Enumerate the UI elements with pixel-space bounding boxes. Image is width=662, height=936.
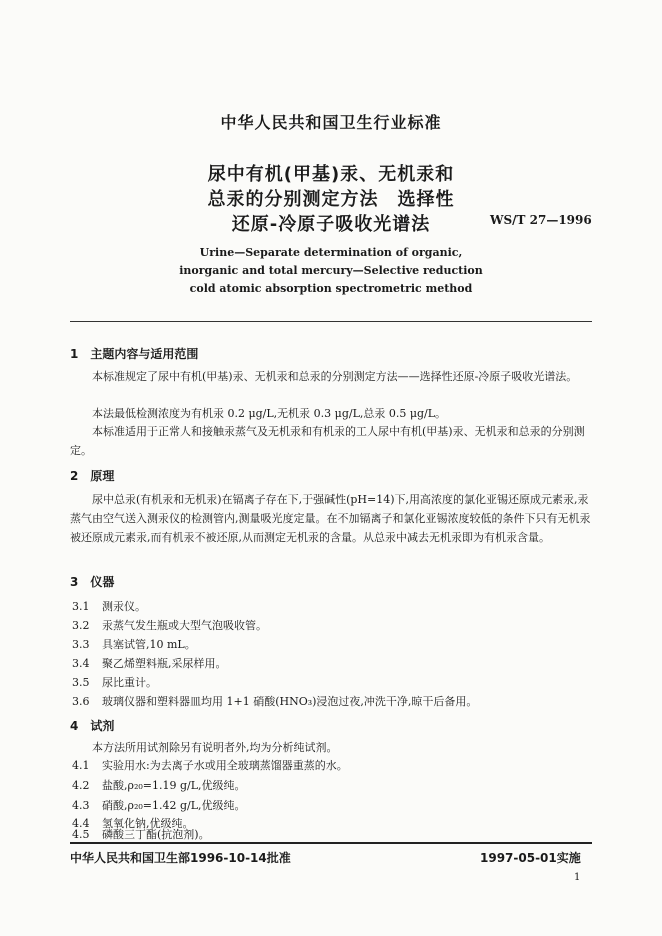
list-item — [72, 826, 210, 842]
list-item — [72, 655, 227, 671]
list-item — [72, 797, 246, 813]
item-number: 4.5 — [72, 828, 90, 841]
list-item — [72, 598, 146, 614]
item-text: 尿比重计。 — [102, 676, 157, 689]
item-text: 盐酸,ρ₂₀=1.19 g/L,优级纯。 — [102, 779, 246, 792]
list-item — [72, 693, 477, 709]
item-number: 3.3 — [72, 638, 90, 651]
list-item — [72, 617, 267, 633]
approval-line: 中华人民共和国卫生部1996-10-14批准 — [70, 851, 291, 865]
section-2-paragraph-1: 尿中总汞(有机汞和无机汞)在镉离子存在下,于强碱性(pH=14)下,用高浓度的氯化亚锡还原成元素汞,汞蒸气由空气送入测汞仪的检测管内,测量吸光度定量。在不加镉离子和氯化亚锡浓度较低的条件下只有无机汞被还原成元素汞,而有机汞不被还原,从而测定无机汞的含量。从总汞中减去无机汞即为有机汞含量。 — [70, 493, 591, 544]
section-1-paragraph-2: 本法最低检测浓度为有机汞 0.2 μg/L,无机汞 0.3 μg/L,总汞 0.5 μg/L。 — [92, 407, 447, 420]
header-divider — [70, 321, 592, 322]
item-number: 4.4 — [72, 817, 90, 830]
section-4-intro: 本方法所用试剂除另有说明者外,均为分析纯试剂。 — [92, 741, 338, 754]
item-text: 玻璃仪器和塑料器皿均用 1+1 硝酸(HNO₃)浸泡过夜,冲洗干净,晾干后备用。 — [102, 695, 478, 708]
standard-title-line-3: 还原-冷原子吸收光谱法 — [231, 214, 431, 235]
section-3-heading: 3 仪器 — [70, 575, 115, 589]
standard-code: WS/T 27—1996 — [490, 213, 592, 227]
issuer-title: 中华人民共和国卫生行业标准 — [220, 113, 442, 132]
english-title-line-3: cold atomic absorption spectrometric method — [189, 282, 473, 295]
section-1-heading: 1 主题内容与适用范围 — [70, 347, 199, 361]
section-1-paragraph-3: 本标准适用于正常人和接触汞蒸气及无机汞和有机汞的工人尿中有机(甲基)汞、无机汞和总汞的分别测定。 — [70, 425, 585, 457]
item-text: 氢氧化钠,优级纯。 — [102, 817, 194, 830]
item-number: 3.6 — [72, 695, 90, 708]
item-number: 3.4 — [72, 657, 90, 670]
item-text: 聚乙烯塑料瓶,采尿样用。 — [102, 657, 227, 670]
section-2-heading: 2 原理 — [70, 469, 115, 483]
list-item — [72, 636, 196, 652]
english-title-line-1: Urine—Separate determination of organic, — [199, 246, 463, 259]
item-text: 磷酸三丁酯(抗泡剂)。 — [102, 828, 210, 841]
item-number: 4.1 — [72, 759, 90, 772]
page-number: 1 — [574, 872, 581, 883]
list-item — [72, 674, 157, 690]
section-4-heading: 4 试剂 — [70, 719, 115, 733]
item-text: 测汞仪。 — [102, 600, 146, 613]
item-text: 硝酸,ρ₂₀=1.42 g/L,优级纯。 — [102, 799, 246, 812]
list-item — [72, 757, 348, 773]
list-item — [72, 777, 246, 793]
item-text: 汞蒸气发生瓶或大型气泡吸收管。 — [102, 619, 267, 632]
item-number: 3.5 — [72, 676, 90, 689]
section-1-paragraph-1: 本标准规定了尿中有机(甲基)汞、无机汞和总汞的分别测定方法——选择性还原-冷原子吸收光谱法。 — [92, 370, 578, 383]
footer-divider — [70, 842, 592, 844]
item-number: 4.2 — [72, 779, 90, 792]
item-number: 3.1 — [72, 600, 90, 613]
effective-date: 1997-05-01实施 — [480, 851, 581, 865]
english-title-line-2: inorganic and total mercury—Selective reduction — [179, 264, 483, 277]
item-text: 实验用水:为去离子水或用全玻璃蒸馏器重蒸的水。 — [102, 759, 348, 772]
item-number: 4.3 — [72, 799, 90, 812]
standard-title-line-2: 总汞的分别测定方法 选择性 — [207, 189, 455, 210]
item-text: 具塞试管,10 mL。 — [102, 638, 196, 651]
item-number: 3.2 — [72, 619, 90, 632]
standard-title-line-1: 尿中有机(甲基)汞、无机汞和 — [207, 164, 455, 185]
